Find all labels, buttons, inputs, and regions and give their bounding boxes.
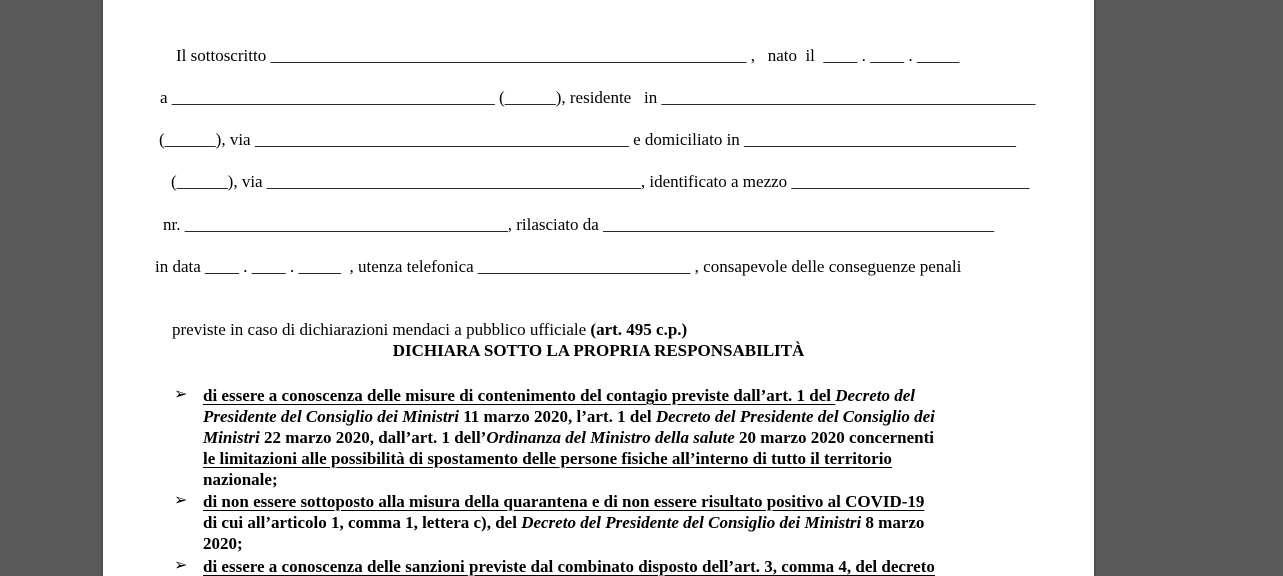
form-line-domicile-street: (______), via ____________________________________________, identificato a mezzo ____________________________ [171, 172, 1030, 191]
bullet-arrow-icon: ➢ [174, 490, 188, 509]
bullet-arrow-icon: ➢ [174, 555, 188, 574]
form-line-birthplace: a ______________________________________ (______), residente in ____________________________________________ [160, 88, 1036, 107]
form-line-document-number: nr. ______________________________________, rilasciato da ______________________________________________ [163, 215, 995, 234]
declaration-heading: DICHIARA SOTTO LA PROPRIA RESPONSABILITÀ [392, 341, 805, 360]
form-line-name: Il sottoscritto ________________________________________________________ , nato il ____ . ____ . _____ [176, 46, 960, 65]
penalties-article: (art. 495 c.p.) [590, 320, 688, 339]
bullet-arrow-icon: ➢ [174, 384, 188, 403]
declaration-item-1: di essere a conoscenza delle misure di contenimento del contagio previste dall’art. 1 del Decreto del Presidente del Consiglio dei Ministri 11 marzo 2020, l’art. 1 del Decreto del Presidente del Consiglio dei Ministri 22 marzo 2020, dall’art. 1 dell’Ordinanza del Ministro della salute 20 marzo 2020 concernenti le limitazioni alle possibilità di spostamento delle persone fisiche all’interno di tutto il territorio nazionale; [203, 386, 935, 489]
declaration-item-2: di non essere sottoposto alla misura della quarantena e di non essere risultato positivo al COVID-19 di cui all’articolo 1, comma 1, lettera c), del Decreto del Presidente del Consiglio dei Ministri 8 marzo 2020; [203, 492, 925, 553]
penalties-text: previste in caso di dichiarazioni mendaci a pubblico ufficiale [172, 320, 591, 339]
form-line-residence-street: (______), via ____________________________________________ e domiciliato in ________________________________ [159, 130, 1017, 149]
form-line-date-phone: in data ____ . ____ . _____ , utenza telefonica _________________________ , consapevole delle conseguenze penali [155, 257, 962, 276]
document-page [103, 0, 1094, 576]
declaration-item-3: di essere a conoscenza delle sanzioni previste dal combinato disposto dell’art. 3, comma 4, del decreto [203, 557, 935, 576]
